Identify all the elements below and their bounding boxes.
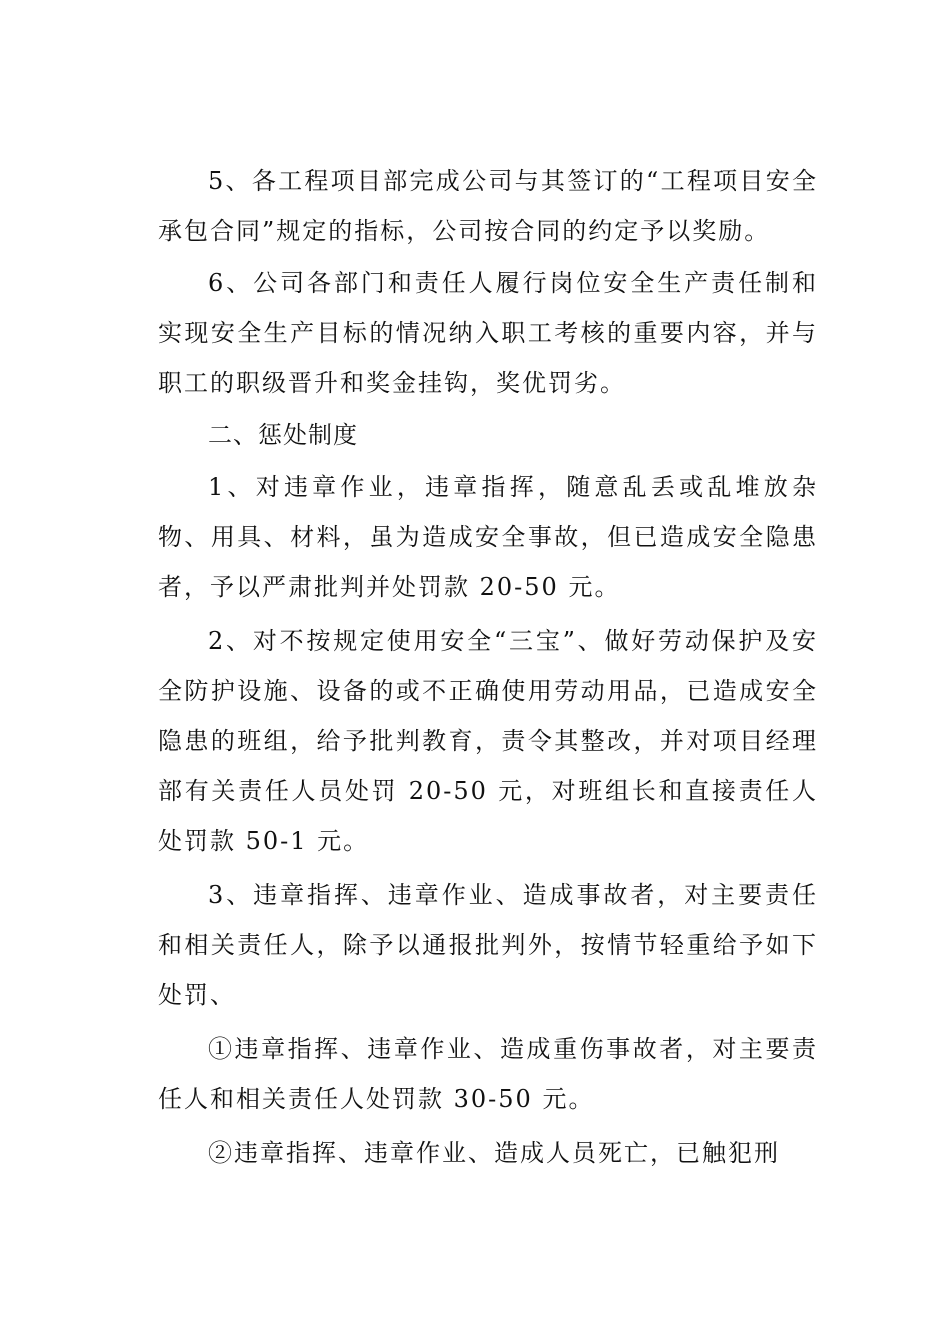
paragraph-penalty-3: 3、违章指挥、违章作业、造成事故者，对主要责任和相关责任人，除予以通报批判外，按情节轻重给予如下处罚、 bbox=[158, 881, 818, 1009]
document-body bbox=[158, 156, 818, 1180]
section-heading-penalty: 二、惩处制度 bbox=[208, 421, 358, 449]
paragraph-reward-5: 5、各工程项目部完成公司与其签订的“工程项目安全承包合同”规定的指标，公司按合同的约定予以奖励。 bbox=[158, 167, 818, 245]
paragraph-penalty-1: 1、对违章作业，违章指挥，随意乱丢或乱堆放杂物、用具、材料，虽为造成安全事故，但已造成安全隐患者，予以严肃批判并处罚款 20-50 元。 bbox=[158, 473, 818, 601]
paragraph-penalty-3-item-2: ②违章指挥、违章作业、造成人员死亡，已触犯刑 bbox=[208, 1139, 780, 1167]
paragraph-reward-6: 6、公司各部门和责任人履行岗位安全生产责任制和实现安全生产目标的情况纳入职工考核的重要内容，并与职工的职级晋升和奖金挂钩，奖优罚劣。 bbox=[158, 269, 818, 397]
paragraph-penalty-2: 2、对不按规定使用安全“三宝”、做好劳动保护及安全防护设施、设备的或不正确使用劳动用品，已造成安全隐患的班组，给予批判教育，责令其整改，并对项目经理部有关责任人员处罚 20-50 元，对班组长和直接责任人处罚款 50-1 元。 bbox=[158, 627, 818, 855]
paragraph-penalty-3-item-1: ①违章指挥、违章作业、造成重伤事故者，对主要责任人和相关责任人处罚款 30-50 元。 bbox=[158, 1035, 818, 1113]
